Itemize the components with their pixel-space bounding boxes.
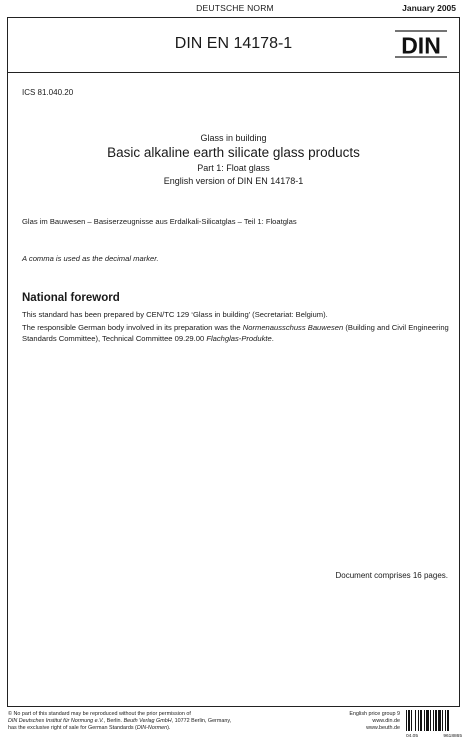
barcode-bar xyxy=(411,710,412,731)
standard-label: DEUTSCHE NORM xyxy=(196,3,274,13)
barcode-code-right: 9618865 xyxy=(443,734,462,739)
din-logo xyxy=(393,29,449,59)
header-row xyxy=(8,18,459,73)
barcode-bar xyxy=(445,710,446,731)
top-bar xyxy=(0,0,470,14)
barcode-bar xyxy=(438,710,441,731)
title-main: Basic alkaline earth silicate glass products xyxy=(107,145,360,160)
barcode-bar xyxy=(408,710,410,731)
price-and-links xyxy=(300,711,400,732)
decimal-note: A comma is used as the decimal marker. xyxy=(22,254,159,263)
title-part: Part 1: Float glass xyxy=(197,163,270,173)
barcode-bar xyxy=(418,710,419,731)
barcode-bar xyxy=(433,710,434,731)
foreword-heading: National foreword xyxy=(22,292,120,304)
foreword-paragraph-1: This standard has been prepared by CEN/TC 129 ‘Glass in building’ (Secretariat: Belgium). xyxy=(22,310,328,319)
barcode-bar xyxy=(447,710,449,731)
german-title: Glas im Bauwesen – Basiserzeugnisse aus Erdalkali-Silicatglas – Teil 1: Floatglas xyxy=(22,217,297,226)
document-number: DIN EN 14178-1 xyxy=(174,35,293,52)
title-category: Glass in building xyxy=(200,133,267,143)
cover-frame xyxy=(7,17,460,707)
din-logo-text: DIN xyxy=(401,32,441,59)
beuth-website: www.beuth.de xyxy=(366,725,400,731)
ics-code: ICS 81.040.20 xyxy=(22,88,74,97)
price-group: English price group 9 xyxy=(349,711,400,717)
barcode-code-left: 04.05 xyxy=(406,734,419,739)
barcode-bar xyxy=(406,710,407,731)
barcode-bar xyxy=(420,710,422,731)
copyright-notice: © No part of this standard may be reproduced without the prior permission of DIN Deutsches Institut für Normung e.V., Berlin. Beuth Verlag GmbH, 10772 Berlin, Germany, has the exclusive right of sale for German Standards (DIN-Normen). xyxy=(8,711,232,731)
title-block xyxy=(8,133,459,188)
barcode-bar xyxy=(424,710,425,731)
barcode-bar xyxy=(426,710,429,731)
foreword-paragraph-2: The responsible German body involved in its preparation was the Normenausschuss Bauwesen (Building and Civil Engineering Standards Committee), Technical Committee 09.29.00 Flachglas-Produkte. xyxy=(22,323,449,343)
page-count: Document comprises 16 pages. xyxy=(335,571,448,580)
title-version: English version of DIN EN 14178-1 xyxy=(163,176,304,186)
din-website: www.din.de xyxy=(372,718,400,724)
barcode-bar xyxy=(442,710,443,731)
barcode-bar xyxy=(430,710,431,731)
barcode-bar xyxy=(415,710,416,731)
barcode-bar xyxy=(435,710,437,731)
footer xyxy=(0,707,470,739)
barcode xyxy=(406,710,464,731)
issue-date: January 2005 xyxy=(402,3,456,13)
